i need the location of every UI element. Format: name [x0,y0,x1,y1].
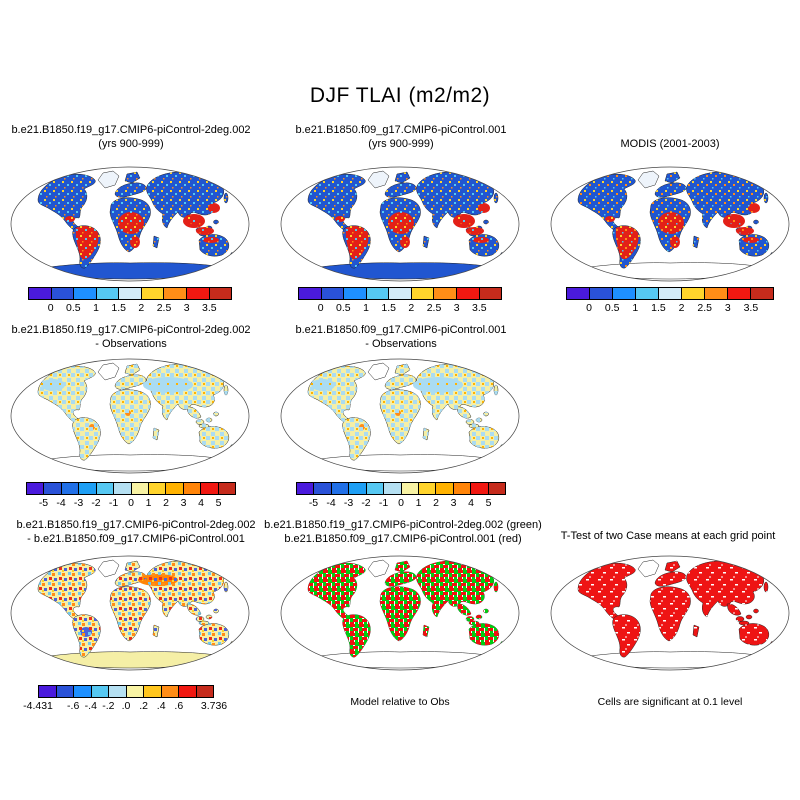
colorbar-swatches [298,287,502,300]
colorbar-tick-label: -4 [326,497,336,509]
colorbar-segment [590,288,613,299]
colorbar-segment [79,483,96,494]
world-map-svg [278,552,522,674]
panel-title-line2: (yrs 900-999) [98,137,164,150]
colorbar-segment [166,483,183,494]
caption-rmse: Model relative to Obs [350,696,450,708]
colorbar-tick-label: -4.431 [23,700,53,712]
panel-title-r1c2 [270,124,532,151]
figure-title: DJF TLAI (m2/m2) [309,84,491,107]
colorbar-tick-label: -3 [73,497,84,509]
colorbar-segment [197,686,214,697]
colorbar-tick-label: 1 [93,302,99,314]
panel-title-r2c2 [270,324,532,351]
colorbar-segment [402,483,419,494]
colorbar-segment [367,483,384,494]
panel-title-line1: b.e21.B1850.f19_g17.CMIP6-piControl-2deg.002 [11,324,251,336]
panel-title-r3c1 [0,519,272,546]
colorbar-ticks [26,495,236,508]
colorbar-tick-label: 1 [632,302,639,314]
colorbar-tick-label: 1.5 [111,302,126,314]
colorbar-tick-label: .0 [121,700,131,712]
colorbar-tick-label: 3 [450,497,457,509]
colorbar-tick-label: 3.5 [472,302,487,314]
colorbar-tick-label: 4 [198,497,204,509]
colorbar-segment [389,288,412,299]
world-map-svg [278,163,522,285]
colorbar-ticks [296,495,506,508]
colorbar-diff-2 [296,482,506,508]
colorbar-tick-label: 0 [128,497,134,509]
colorbar-tick-label: 3.5 [743,302,759,314]
colorbar-tick-label: -2 [91,497,101,509]
colorbar-segment [471,483,488,494]
colorbar-tick-label: 3 [724,302,731,314]
panel-title-line2: (yrs 900-999) [368,137,434,150]
colorbar-tick-label: 2 [408,302,415,314]
colorbar-swatches [296,482,506,495]
colorbar-lai-3 [566,287,774,313]
world-map-svg [278,355,522,477]
colorbar-segment [489,483,505,494]
colorbar-tick-label: 0 [586,302,593,314]
panel-title-line1: MODIS (2001-2003) [620,138,720,150]
colorbar-tick-label: -2 [361,497,371,509]
panel-title-r3c2 [250,519,556,546]
colorbar-segment [436,483,453,494]
colorbar-tick-label: -1 [108,497,119,509]
colorbar-segment [179,686,197,697]
colorbar-swatches [26,482,236,495]
colorbar-tick-label: -.4 [84,700,97,712]
colorbar-swatches [28,287,232,300]
colorbar-segment [457,288,480,299]
colorbar-segment [97,483,114,494]
panel-title-r2c1 [0,324,262,351]
colorbar-tick-label: 0.5 [336,302,351,314]
panel-title-line1: b.e21.B1850.f09_g17.CMIP6-piControl.001 [295,124,507,136]
colorbar-lai-2 [298,287,502,313]
colorbar-tick-label: 3.736 [200,700,228,712]
colorbar-segment [367,288,390,299]
colorbar-segment [314,483,331,494]
colorbar-segment [144,686,162,697]
colorbar-tick-label: 0 [317,302,324,314]
colorbar-segment [480,288,502,299]
colorbar-segment [349,483,366,494]
panel-title-line1: b.e21.B1850.f09_g17.CMIP6-piControl.001 [295,324,507,336]
colorbar-segment [114,483,131,494]
colorbar-tick-label: -1 [378,497,389,509]
world-map-svg [8,355,252,477]
colorbar-segment [119,288,142,299]
colorbar-segment [682,288,705,299]
colorbar-segment [52,288,75,299]
colorbar-segment [62,483,79,494]
map-modis-lai [548,163,792,285]
colorbar-tick-label: 2.5 [426,302,442,314]
colorbar-segment [27,483,44,494]
colorbar-segment [705,288,728,299]
colorbar-tick-label: .2 [139,700,148,712]
colorbar-segment [164,288,187,299]
colorbar-tick-label: 1 [363,302,369,314]
panel-title-r1c1 [0,124,262,151]
panel-title-line2: - Observations [365,337,437,350]
colorbar-segment [44,483,61,494]
colorbar-tick-label: -5 [38,497,49,509]
map-model2-lai [278,163,522,285]
colorbar-segment [132,483,149,494]
colorbar-segment [344,288,367,299]
colorbar-tick-label: 0.5 [604,302,620,314]
colorbar-segment [454,483,471,494]
colorbar-tick-label: 0 [47,302,54,314]
colorbar-tick-label: 2.5 [697,302,712,314]
colorbar-segment [297,483,314,494]
colorbar-tick-label: 1 [415,497,422,509]
colorbar-tick-label: 3 [180,497,187,509]
colorbar-segment [39,686,57,697]
colorbar-tick-label: 1 [145,497,152,509]
colorbar-segment [636,288,659,299]
map-model2-minus-obs [278,355,522,477]
colorbar-segment [187,288,210,299]
colorbar-segment [751,288,773,299]
panel-title-line1: b.e21.B1850.f19_g17.CMIP6-piControl-2deg.002 [11,124,251,136]
panel-title-line1: b.e21.B1850.f19_g17.CMIP6-piControl-2deg.002 [16,519,256,531]
colorbar-segment [127,686,145,697]
colorbar-segment [29,288,52,299]
colorbar-ticks [566,300,774,313]
caption-ttest: Cells are significant at 0.1 level [597,696,743,708]
colorbar-segment [142,288,165,299]
colorbar-tick-label: 1.5 [651,302,666,314]
colorbar-tick-label: .4 [156,700,166,712]
colorbar-ticks [298,300,502,313]
colorbar-segment [728,288,751,299]
colorbar-segment [322,288,345,299]
colorbar-ticks [28,300,232,313]
colorbar-segment [74,686,92,697]
colorbar-tick-label: 2 [138,302,145,314]
colorbar-segment [659,288,682,299]
colorbar-tick-label: 2 [678,302,685,314]
panel-title-line2: b.e21.B1850.f09_g17.CMIP6-piControl.001 (red) [284,532,522,545]
world-map-svg [548,163,792,285]
colorbar-swatches [38,685,214,698]
colorbar-segment [92,686,110,697]
colorbar-tick-label: 3 [183,302,190,314]
colorbar-segment [149,483,166,494]
colorbar-segment [74,288,97,299]
colorbar-lai-1 [28,287,232,313]
colorbar-tick-label: -.6 [67,700,80,712]
colorbar-tick-label: 3 [453,302,460,314]
colorbar-tick-label: 5 [215,497,222,509]
panel-title-line2: - b.e21.B1850.f09_g17.CMIP6-piControl.001 [27,532,245,545]
map-model1-minus-obs [8,355,252,477]
colorbar-segment [109,686,127,697]
map-ttest-significance [548,552,792,674]
colorbar-tick-label: -.2 [102,700,115,712]
panel-title-line1: T-Test of two Case means at each grid point [560,530,776,542]
colorbar-swatches [566,287,774,300]
panel-title-r3c3 [536,530,800,544]
colorbar-tick-label: 3.5 [202,302,217,314]
colorbar-diff-1 [26,482,236,508]
colorbar-tick-label: 2 [433,497,439,509]
colorbar-segment [201,483,218,494]
colorbar-segment [210,288,232,299]
colorbar-segment [299,288,322,299]
colorbar-tick-label: -3 [343,497,354,509]
world-map-svg [548,552,792,674]
colorbar-ticks [23,698,228,712]
colorbar-tick-label: -5 [308,497,319,509]
colorbar-segment [419,483,436,494]
colorbar-tick-label: -4 [56,497,66,509]
colorbar-segment [184,483,201,494]
colorbar-case-diff [23,685,228,712]
panel-title-r1c3 [540,138,800,152]
world-map-svg [8,163,252,285]
colorbar-tick-label: .6 [174,700,184,712]
map-case1-minus-case2 [8,552,252,674]
colorbar-tick-label: 0 [398,497,404,509]
map-rmse-green-red [278,552,522,674]
colorbar-tick-label: 1.5 [381,302,396,314]
colorbar-segment [57,686,75,697]
colorbar-segment [332,483,349,494]
map-model1-lai [8,163,252,285]
panel-title-line1: b.e21.B1850.f19_g17.CMIP6-piControl-2deg.002 (green) [264,519,542,531]
colorbar-segment [219,483,235,494]
colorbar-segment [162,686,180,697]
world-map-svg [8,552,252,674]
colorbar-segment [412,288,435,299]
colorbar-segment [434,288,457,299]
colorbar-tick-label: 5 [485,497,492,509]
colorbar-segment [97,288,120,299]
colorbar-segment [567,288,590,299]
colorbar-segment [384,483,401,494]
colorbar-tick-label: 2 [163,497,169,509]
colorbar-tick-label: 4 [468,497,474,509]
panel-title-line2: - Observations [95,337,167,350]
colorbar-tick-label: 0.5 [66,302,81,314]
colorbar-tick-label: 2.5 [156,302,172,314]
colorbar-segment [613,288,636,299]
